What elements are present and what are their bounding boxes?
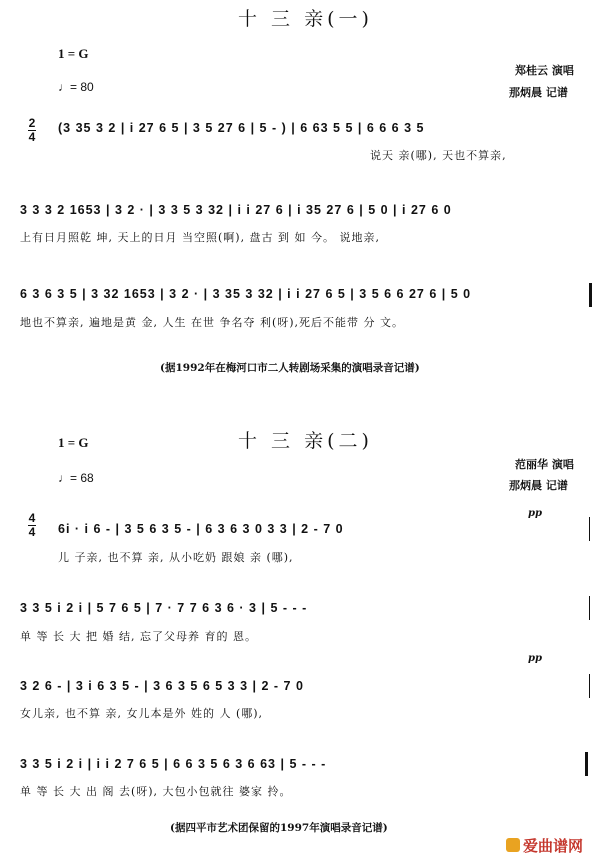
song2-line3-notes: 3 2 6 - | 3 i 6 3 5 - | 3 6 3 5 6 5 3 3 | 2 - 7 0	[20, 679, 304, 693]
song1-line2-notes: 3 3 3 2 1653 | 3 2 · | 3 3 5 3 32 | i i 27 6 | i 35 27 6 | 5 0 | i 27 6 0	[20, 203, 452, 217]
song2-final-barline	[585, 752, 588, 776]
song2-line1-lyrics: 儿 子亲, 也不算 亲, 从小吃奶 跟娘 亲 (哪),	[58, 551, 294, 564]
song2-time-signature	[28, 512, 36, 539]
song1-singer-credit: 郑桂云 演唱	[515, 64, 574, 77]
song2-title: 十 三 亲(二)	[238, 430, 373, 452]
song1-key: 1 = G	[58, 46, 89, 61]
song1-line3-notes: 6 3 6 3 5 | 3 32 1653 | 3 2 · | 3 35 3 32 | i i 27 6 5 | 3 5 6 6 27 6 | 5 0	[20, 287, 472, 301]
barline	[589, 596, 590, 620]
time-sig-top: 4	[28, 511, 36, 525]
song2-line1-notes: 6i · i 6 - | 3 5 6 3 5 - | 6 3 6 3 0 3 3 | 2 - 7 0	[58, 522, 344, 536]
song2-line4-notes: 3 3 5 i 2 i | i i 2 7 6 5 | 6 6 3 5 6 3 6 63 | 5 - - -	[20, 757, 327, 771]
song1-title: 十 三 亲(一)	[238, 8, 373, 30]
song1-line3-lyrics: 地也不算亲, 遍地是黄 金, 人生 在世 争名夺 利(呀),死后不能带 分 文。	[20, 316, 405, 329]
barline	[589, 517, 590, 541]
song1-final-barline	[589, 283, 592, 307]
song1-line1-lyrics: 说天 亲(哪), 天也不算亲,	[370, 149, 507, 162]
site-watermark: 爱曲谱网	[523, 837, 584, 855]
song1-notation-credit: 那炳晨 记谱	[509, 86, 568, 99]
song2-key: 1 = G	[58, 435, 89, 450]
song1-footnote: (据1992年在梅河口市二人转剧场采集的演唱录音记谱)	[160, 362, 420, 374]
song2-notation-credit: 那炳晨 记谱	[509, 479, 568, 492]
time-sig-bottom: 4	[28, 130, 36, 144]
song2-footnote: (据四平市艺术团保留的1997年演唱录音记谱)	[170, 822, 388, 834]
time-sig-bottom: 4	[28, 525, 36, 539]
song2-dynamic-2: pp	[528, 653, 542, 664]
song1-time-signature	[28, 117, 36, 144]
song2-line4-lyrics: 单 等 长 大 出 阁 去(呀), 大包小包就往 婆家 拎。	[20, 785, 292, 798]
song2-line3-lyrics: 女儿亲, 也不算 亲, 女儿本是外 姓的 人 (哪),	[20, 707, 264, 720]
song2-singer-credit: 范丽华 演唱	[515, 458, 574, 471]
song2-line2-notes: 3 3 5 i 2 i | 5 7 6 5 | 7 · 7 7 6 3 6 · 3 | 5 - - -	[20, 601, 308, 615]
time-sig-top: 2	[28, 116, 36, 130]
song1-line2-lyrics: 上有日月照乾 坤, 天上的日月 当空照(啊), 盘古 到 如 今。 说地亲,	[20, 231, 381, 244]
song1-line1-notes: (3 35 3 2 | i 27 6 5 | 3 5 27 6 | 5 - ) | 6 63 5 5 | 6 6 6 3 5	[58, 121, 425, 135]
site-logo-icon	[506, 838, 520, 852]
song2-dynamic-1: pp	[528, 508, 542, 519]
song1-tempo: ♩= 80	[58, 80, 94, 94]
barline	[589, 674, 590, 698]
song2-line2-lyrics: 单 等 长 大 把 婚 结, 忘了父母养 育的 恩。	[20, 630, 257, 643]
song2-tempo: ♩= 68	[58, 471, 94, 485]
